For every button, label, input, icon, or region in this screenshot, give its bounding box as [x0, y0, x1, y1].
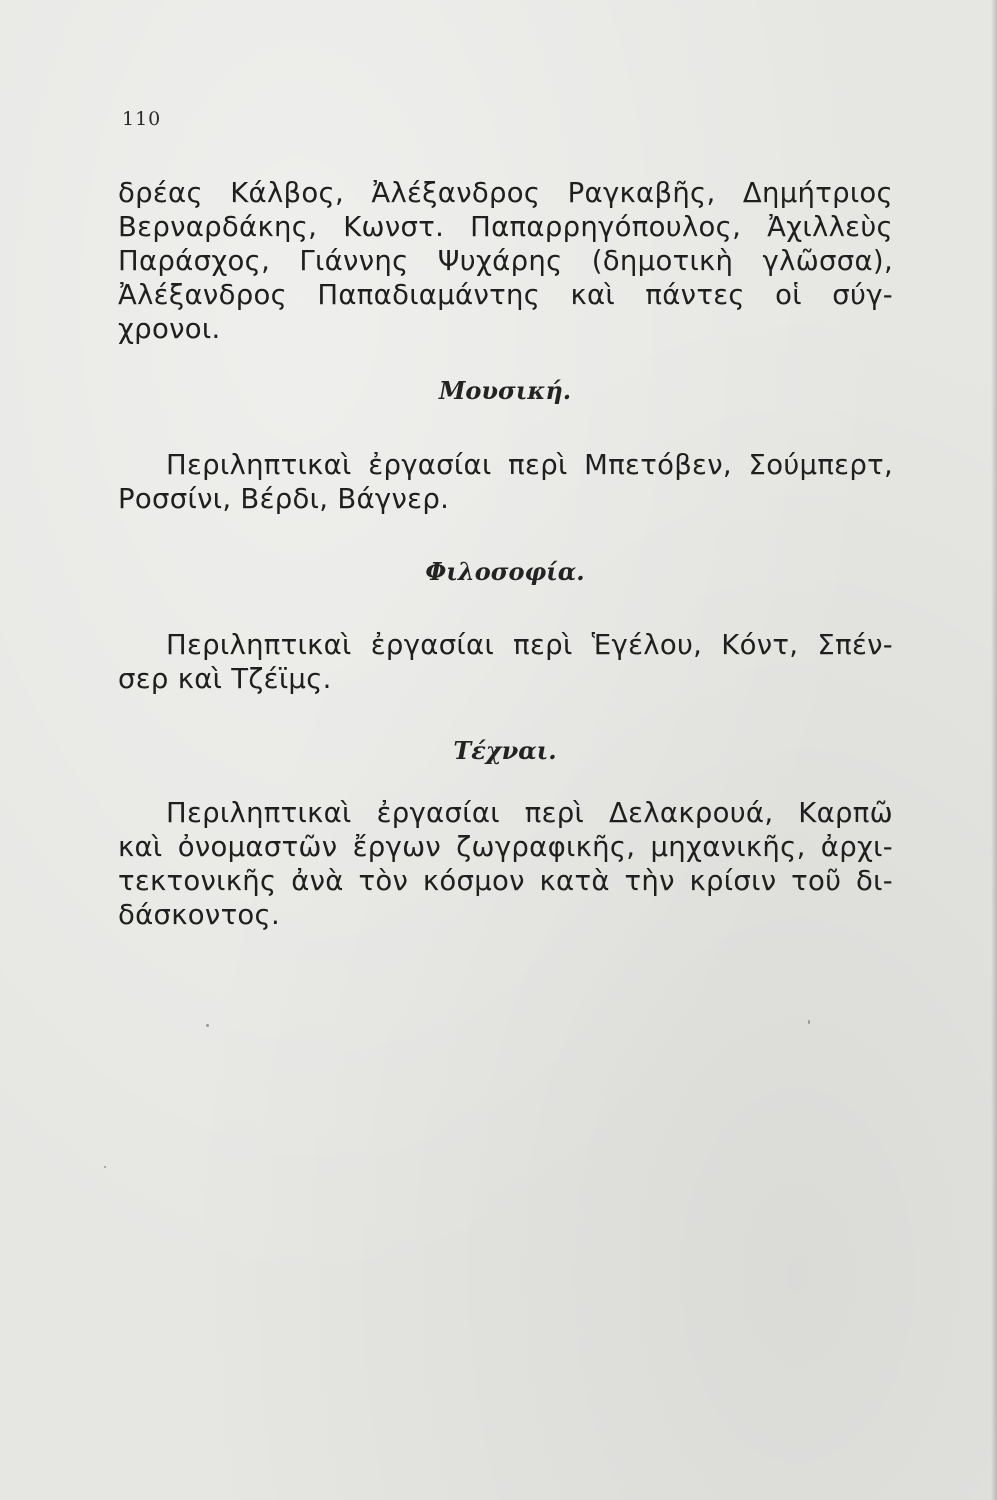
text-line: Παράσχος, Γιάννης Ψυχάρης (δημοτικὴ γλῶσσα),: [118, 245, 893, 277]
section-heading-arts: Τέχναι.: [453, 736, 557, 765]
paper-speck: [206, 1024, 209, 1027]
section-paragraph-music: [118, 448, 893, 516]
text-line: τεκτονικῆς ἀνὰ τὸν κόσμον κατὰ τὴν κρίσιν τοῦ δι-: [118, 865, 893, 897]
text-line: καὶ ὀνομαστῶν ἔργων ζωγραφικῆς, μηχανικῆς, ἀρχι-: [118, 831, 893, 863]
paper-speck: [808, 1020, 810, 1024]
text-line: Ροσσίνι, Βέρδι, Βάγνερ.: [118, 483, 450, 515]
text-line: χρονοι.: [118, 313, 221, 345]
text-line: δρέας Κάλβος, Ἀλέξανδρος Ραγκαβῆς, Δημήτριος: [118, 177, 893, 209]
text-line: Περιληπτικαὶ ἐργασίαι περὶ Ἑγέλου, Κόντ, Σπέν-: [166, 629, 893, 661]
section-heading-music: Μουσική.: [438, 376, 572, 405]
text-line: Περιληπτικαὶ ἐργασίαι περὶ Δελακρουά, Καρπῶ: [166, 797, 893, 829]
text-line: δάσκοντος.: [118, 899, 281, 931]
section-heading-philosophy: Φιλοσοφία.: [425, 557, 585, 586]
text-line: σερ καὶ Τζέϊμς.: [118, 663, 332, 695]
intro-paragraph: [118, 176, 893, 346]
paper-speck: [104, 1166, 106, 1168]
page-number: 110: [122, 108, 162, 130]
text-line: Περιληπτικαὶ ἐργασίαι περὶ Μπετόβεν, Σούμπερτ,: [166, 449, 893, 481]
section-paragraph-arts: [118, 796, 893, 932]
section-paragraph-philosophy: [118, 628, 893, 696]
text-line: Βερναρδάκης, Κωνστ. Παπαρρηγόπουλος, Ἀχιλλεὺς: [118, 211, 893, 243]
text-line: Ἀλέξανδρος Παπαδιαμάντης καὶ πάντες οἱ σύγ-: [118, 279, 893, 311]
